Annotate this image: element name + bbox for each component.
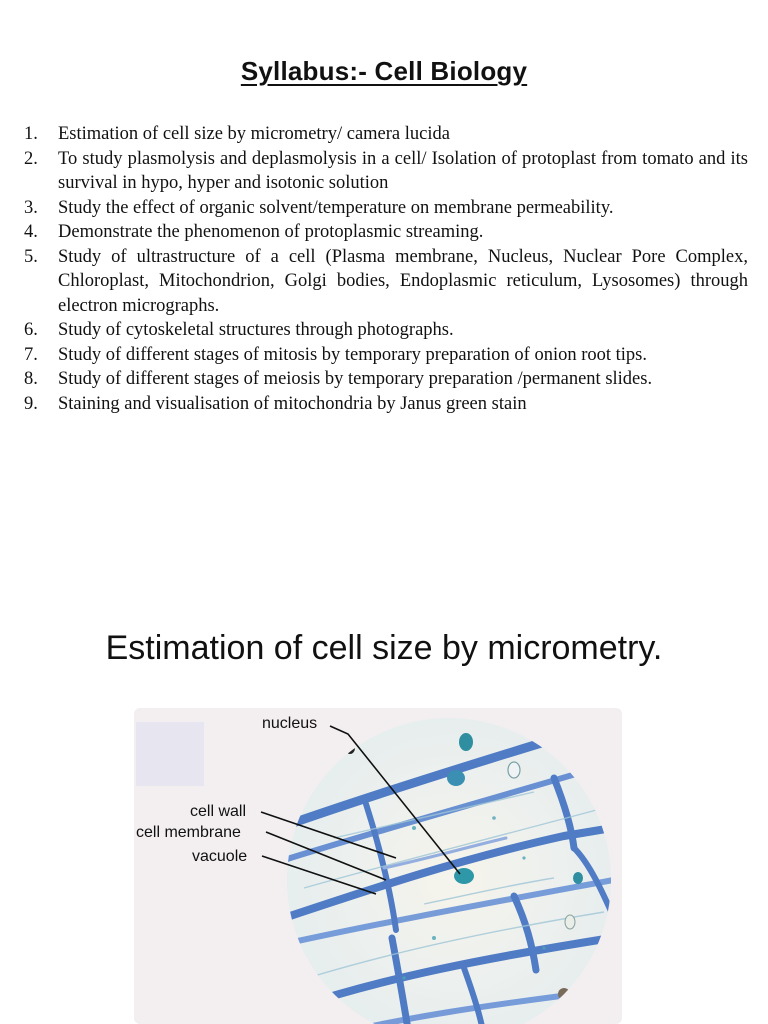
item-number: 8. <box>24 369 38 389</box>
list-item <box>24 245 748 319</box>
onion-cell-micrograph <box>134 708 622 1024</box>
item-number: 4. <box>24 222 38 242</box>
item-number: 6. <box>24 320 38 340</box>
item-number: 2. <box>24 148 38 169</box>
list-item <box>24 392 748 417</box>
section-heading: Estimation of cell size by micrometry. <box>105 629 663 667</box>
item-text: Demonstrate the phenomenon of protoplasmic streaming. <box>58 222 484 242</box>
item-text: Study the effect of organic solvent/temperature on membrane permeability. <box>58 197 614 218</box>
list-item <box>24 318 748 343</box>
list-item <box>24 147 748 196</box>
item-number: 3. <box>24 197 38 218</box>
item-number: 9. <box>24 393 38 414</box>
label-vacuole: vacuole <box>192 848 248 865</box>
list-item <box>24 367 748 392</box>
label-cell-membrane: cell membrane <box>136 824 241 841</box>
background-patch <box>136 722 204 786</box>
item-text: Staining and visualisation of mitochondria by Janus green stain <box>58 393 527 414</box>
page-title: Syllabus:- Cell Biology <box>240 56 528 86</box>
item-text: Study of different stages of meiosis by temporary preparation /permanent slides. <box>58 369 653 389</box>
label-nucleus: nucleus <box>262 715 318 732</box>
list-item <box>24 343 748 368</box>
list-item <box>24 220 748 245</box>
item-text: Estimation of cell size by micrometry/ camera lucida <box>58 124 450 144</box>
label-cell-wall: cell wall <box>190 803 247 820</box>
item-text: To study plasmolysis and deplasmolysis in a cell/ Isolation of protoplast from tomato and its survival in hypo, hyper and isotonic solution <box>58 148 748 193</box>
item-text: Study of ultrastructure of a cell (Plasma membrane, Nucleus, Nuclear Pore Complex, Chloroplast, Mitochondrion, Golgi bodies, Endoplasmic reticulum, Lysosomes) through electron micrographs. <box>58 246 748 316</box>
item-number: 1. <box>24 124 38 144</box>
item-text: Study of cytoskeletal structures through photographs. <box>58 320 454 340</box>
syllabus-list <box>24 122 748 416</box>
item-number: 7. <box>24 344 38 365</box>
list-item <box>24 196 748 221</box>
item-number: 5. <box>24 246 38 267</box>
list-item <box>24 122 748 147</box>
item-text: Study of different stages of mitosis by temporary preparation of onion root tips. <box>58 344 647 365</box>
micrograph-figure <box>134 708 622 1024</box>
